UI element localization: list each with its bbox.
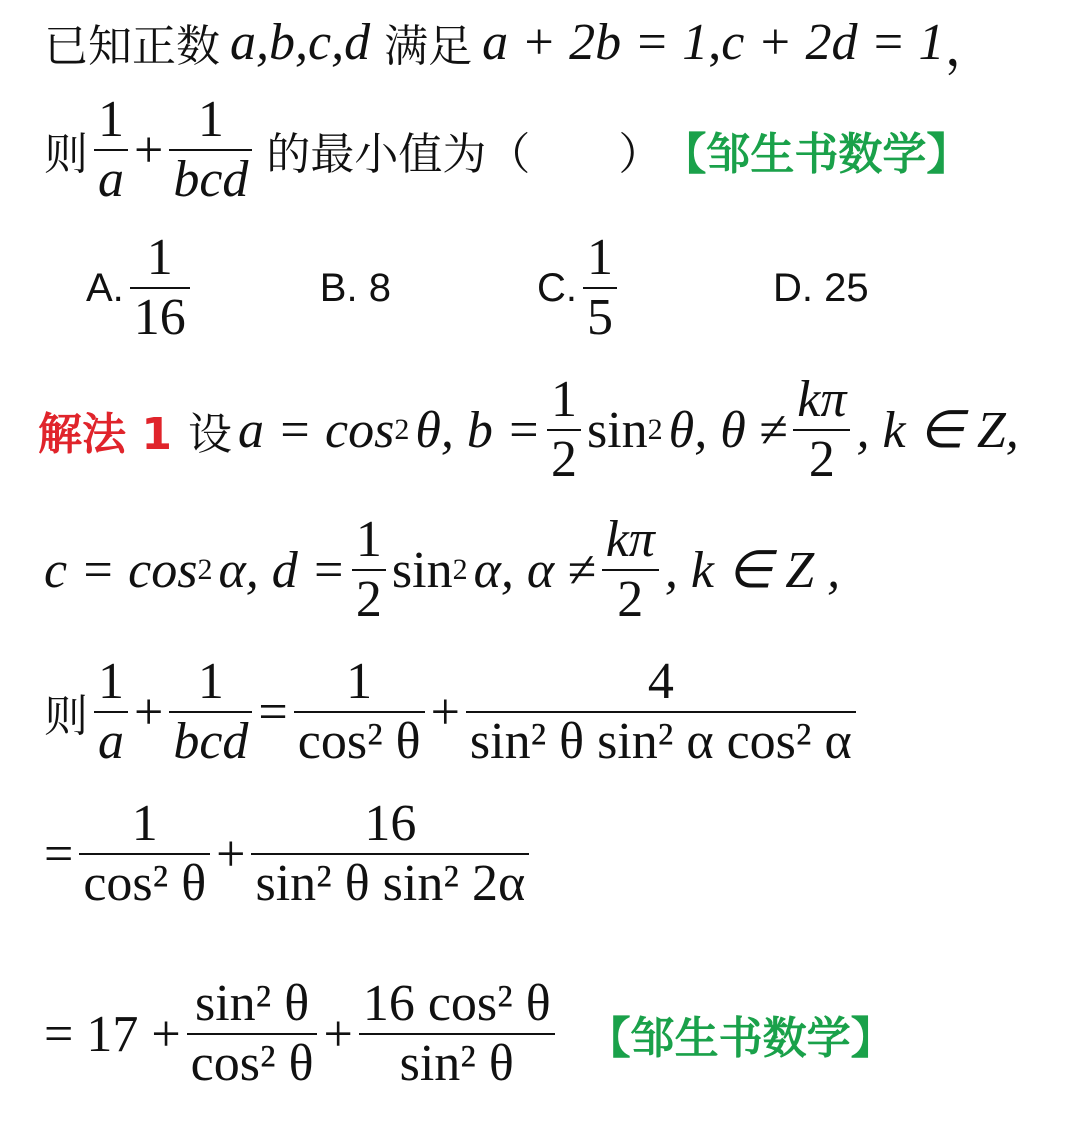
fraction-numerator: 1 xyxy=(550,371,577,428)
condition-2: c + 2d = 1 xyxy=(721,13,945,71)
fraction-denominator: 2 xyxy=(550,431,577,488)
fraction-denominator: cos² θ xyxy=(83,855,207,912)
expr-theta-neq: θ, θ ≠ xyxy=(668,401,788,459)
fraction-16-over-sin-product xyxy=(251,795,529,913)
fraction-numerator: 4 xyxy=(647,653,674,710)
fraction-denominator: 2 xyxy=(808,431,835,488)
fraction-1-over-a xyxy=(94,653,128,771)
fraction-k-pi-over-2 xyxy=(793,371,850,489)
problem-variables: a,b,c,d xyxy=(230,13,371,71)
equals-sign: = xyxy=(44,825,74,883)
fraction-denominator: 2 xyxy=(617,571,644,628)
fraction-denominator: 2 xyxy=(355,571,382,628)
fraction-numerator: kπ xyxy=(605,511,655,568)
plus-sign: + xyxy=(216,825,246,883)
source-tag: 【邹生书数学】 xyxy=(662,129,971,180)
solution-line-3 xyxy=(44,650,862,774)
condition-word: 满足 xyxy=(384,21,473,72)
solution-title: 解法 1 xyxy=(38,409,172,460)
fraction-1-over-cos2-theta xyxy=(294,653,425,771)
equals-sign: = xyxy=(258,683,288,741)
problem-intro: 已知正数 xyxy=(44,21,220,72)
expr-alpha-d: α, d = xyxy=(218,541,346,599)
fraction-k-pi-over-2 xyxy=(602,511,659,629)
options-row xyxy=(86,226,869,350)
fraction-denominator: bcd xyxy=(173,151,249,208)
source-tag: 【邹生书数学】 xyxy=(586,1013,895,1064)
fraction-one-half xyxy=(352,511,386,629)
fraction-one-half xyxy=(547,371,581,489)
solution-line-4 xyxy=(44,792,535,916)
fraction-denominator: cos² θ xyxy=(190,1035,314,1092)
fraction-numerator: 16 xyxy=(364,795,417,852)
expr-equals-17-plus: = 17 + xyxy=(44,1005,181,1063)
fraction-numerator: 1 xyxy=(98,91,124,148)
fraction-numerator: 1 xyxy=(98,653,124,710)
fraction-numerator: kπ xyxy=(797,371,847,428)
fraction-numerator: 1 xyxy=(131,795,158,852)
expr-a-cos: a = cos xyxy=(237,401,395,459)
fraction-denominator: a xyxy=(98,713,124,770)
fraction-numerator: 1 xyxy=(197,91,224,148)
fraction-denominator: 16 xyxy=(133,289,186,346)
option-b: B. 8 xyxy=(319,265,391,310)
fraction-sin2-over-cos2 xyxy=(187,975,318,1093)
expr-k-in-z: , k ∈ Z, xyxy=(856,402,1019,459)
expr-c-cos: c = cos xyxy=(44,541,198,599)
expr-sin: sin xyxy=(586,401,648,459)
solution-line-5 xyxy=(44,972,895,1096)
fraction-16cos2-over-sin2 xyxy=(359,975,555,1093)
condition-1: a + 2b = 1 xyxy=(482,13,709,71)
fraction-numerator: sin² θ xyxy=(194,975,310,1032)
plus-sign: + xyxy=(134,683,164,741)
fraction-numerator: 1 xyxy=(346,653,373,710)
problem-line-1 xyxy=(44,10,997,77)
option-c-label: C. xyxy=(536,265,577,310)
set-word: 设 xyxy=(187,409,232,460)
option-d: D. 25 xyxy=(772,265,869,310)
expr-sin: sin xyxy=(391,541,453,599)
fraction-numerator: 1 xyxy=(146,229,173,286)
fraction-denominator: a xyxy=(98,151,124,208)
plus-sign: + xyxy=(323,1005,353,1063)
fraction-1-over-bcd xyxy=(169,91,252,209)
then-word: 则 xyxy=(44,691,88,742)
expr-k-in-z: , k ∈ Z , xyxy=(664,542,841,599)
solution-line-2: c = cos 2 α, d = $\frac{1}{2}$ sin 2 α, α ≠ $\frac{k\pi}{2}$ , k ∈ Z , xyxy=(44,511,841,628)
fraction-denominator: sin² θ sin² 2α xyxy=(255,855,526,912)
option-a-fraction xyxy=(130,229,190,347)
solution-line-1: 解法 1 设 a = cos 2 θ, b = $\frac{1}{2}$ sin 2 θ, θ ≠ $\frac{k\pi}{2}$ , k ∈ Z, xyxy=(38,371,1019,488)
problem-line-2 xyxy=(44,88,970,212)
expr-theta-b: θ, b = xyxy=(415,401,541,459)
fraction-denominator: cos² θ xyxy=(297,713,421,770)
fraction-numerator: 1 xyxy=(586,229,613,286)
then-word: 则 xyxy=(44,129,88,180)
plus-sign: + xyxy=(430,683,460,741)
option-c-fraction xyxy=(583,229,617,347)
fraction-denominator: sin² θ xyxy=(399,1035,514,1092)
fraction-1-over-a xyxy=(94,91,128,209)
fraction-4-over-sin-product xyxy=(466,653,856,771)
plus-sign: + xyxy=(134,121,164,179)
fraction-1-over-cos2-theta xyxy=(79,795,210,913)
fraction-numerator: 16 cos² θ xyxy=(362,975,551,1032)
fraction-denominator: bcd xyxy=(173,713,249,770)
option-a-label: A. xyxy=(86,265,124,310)
fraction-denominator: 5 xyxy=(586,289,613,346)
expr-alpha-neq: α, α ≠ xyxy=(473,541,596,599)
fraction-numerator: 1 xyxy=(197,653,224,710)
comma: , xyxy=(708,13,722,71)
comma: ， xyxy=(944,19,997,77)
fraction-denominator: sin² θ sin² α cos² α xyxy=(469,713,852,770)
fraction-1-over-bcd xyxy=(169,653,252,771)
question-text: 的最小值为（ ） xyxy=(266,129,663,180)
fraction-numerator: 1 xyxy=(355,511,382,568)
